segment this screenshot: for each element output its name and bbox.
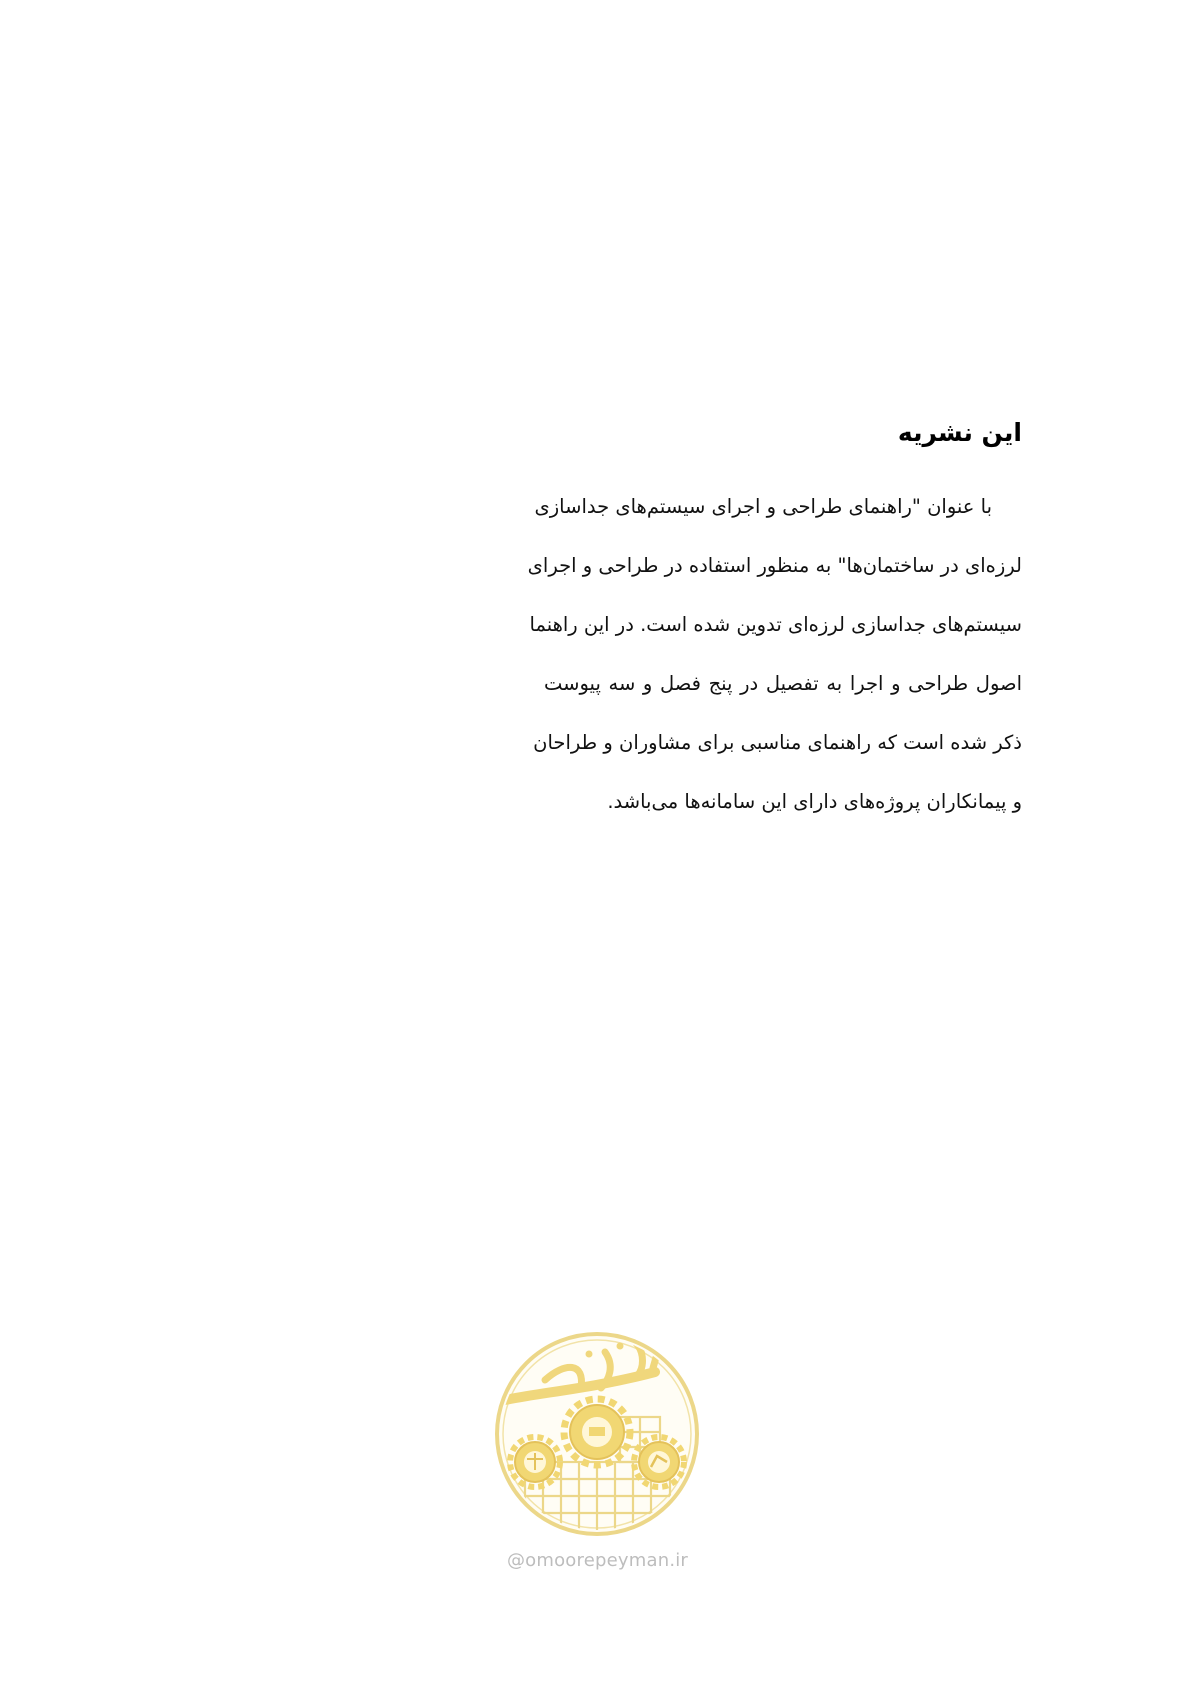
watermark-emblem [485,1322,710,1547]
paragraph-line: با عنوان "راهنمای طراحی و اجرای سیستم‌های جداسازی [534,495,992,518]
watermark-caption: @omoorepeyman.ir [506,1550,689,1571]
publication-section [527,418,1022,831]
section-paragraph [527,477,1022,831]
watermark-logo [485,1322,710,1582]
paragraph-line: و پیمانکاران پروژه‌های دارای این سامانه‌ها می‌باشد. [607,790,1022,813]
paragraph-line: ذکر شده است که راهنمای مناسبی برای مشاوران و طراحان [533,731,1022,754]
paragraph-line: سیستم‌های جداسازی لرزه‌ای تدوین شده است. در این راهنما [529,613,1022,636]
section-heading: این نشریه [897,418,1022,447]
paragraph-line: لرزه‌ای در ساختمان‌ها" به منظور استفاده در طراحی و اجرای [527,554,1022,577]
paragraph-line: اصول طراحی و اجرا به تفصیل در پنج فصل و سه پیوست [544,672,1022,695]
